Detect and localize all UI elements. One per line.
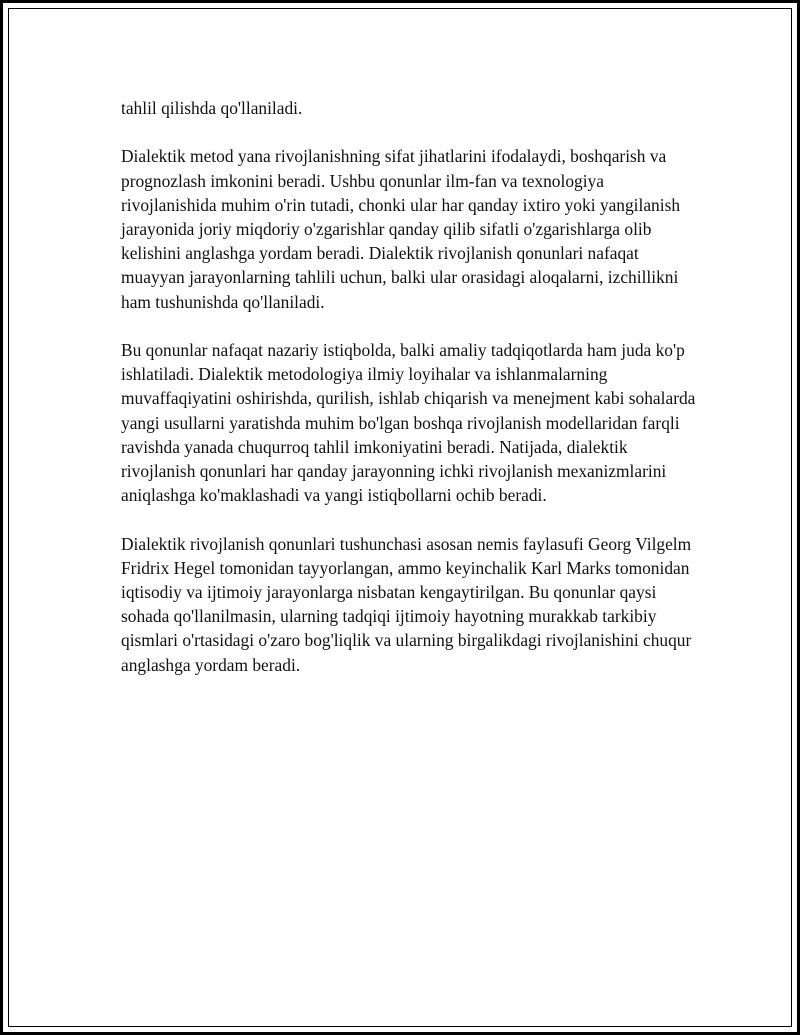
paragraph-1: tahlil qilishda qo'llaniladi. bbox=[121, 98, 303, 118]
paragraph-3: Bu qonunlar nafaqat nazariy istiqbolda, balki amaliy tadqiqotlarda ham juda ko'p ishlatiladi. Dialektik metodologiya ilmiy loyihalar va ishlanmalarning muvaffaqiyatini oshirishda, qurilish, ishlab chiqarish va menejment kabi sohalarda yangi usullarni yaratishda muhim bo'lgan boshqa rivojlanish modellaridan farqli ravishda yanada chuqurroq tahlil imkoniyatini beradi. Natijada, dialektik rivojlanish qonunlari har qanday jarayonning ichki rivojlanish mexanizmlarini aniqlashga ko'maklashadi va yangi istiqbollarni ochib beradi. bbox=[121, 340, 696, 506]
paragraph-4: Dialektik rivojlanish qonunlari tushunchasi asosan nemis faylasufi Georg Vilgelm Fridrix Hegel tomonidan tayyorlangan, ammo keyinchalik Karl Marks tomonidan iqtisodiy va ijtimoiy jarayonlarga nisbatan kengaytirilgan. Bu qonunlar qaysi sohada qo'llanilmasin, ularning tadqiqi ijtimoiy hayotning murakkab tarkibiy qismlari o'rtasidagi o'zaro bog'liqlik va ularning birgalikdagi rivojlanishini chuqur anglashga yordam beradi. bbox=[121, 533, 692, 675]
paragraph-2: Dialektik metod yana rivojlanishning sifat jihatlarini ifodalaydi, boshqarish va prognozlash imkonini beradi. Ushbu qonunlar ilm-fan va texnologiya rivojlanishida muhim o'rin tutadi, chonki ular har qanday ixtiro yoki yangilanish jarayonida joriy miqdoriy o'zgarishlar qanday qilib sifatli o'zgarishlarga olib kelishini anglashga yordam beradi. Dialektik rivojlanish qonunlari nafaqat muayyan jarayonlarning tahlili uchun, balki ular orasidagi aloqalarni, izchillikni ham tushunishda qo'llaniladi. bbox=[121, 146, 681, 312]
document-body bbox=[121, 96, 701, 701]
